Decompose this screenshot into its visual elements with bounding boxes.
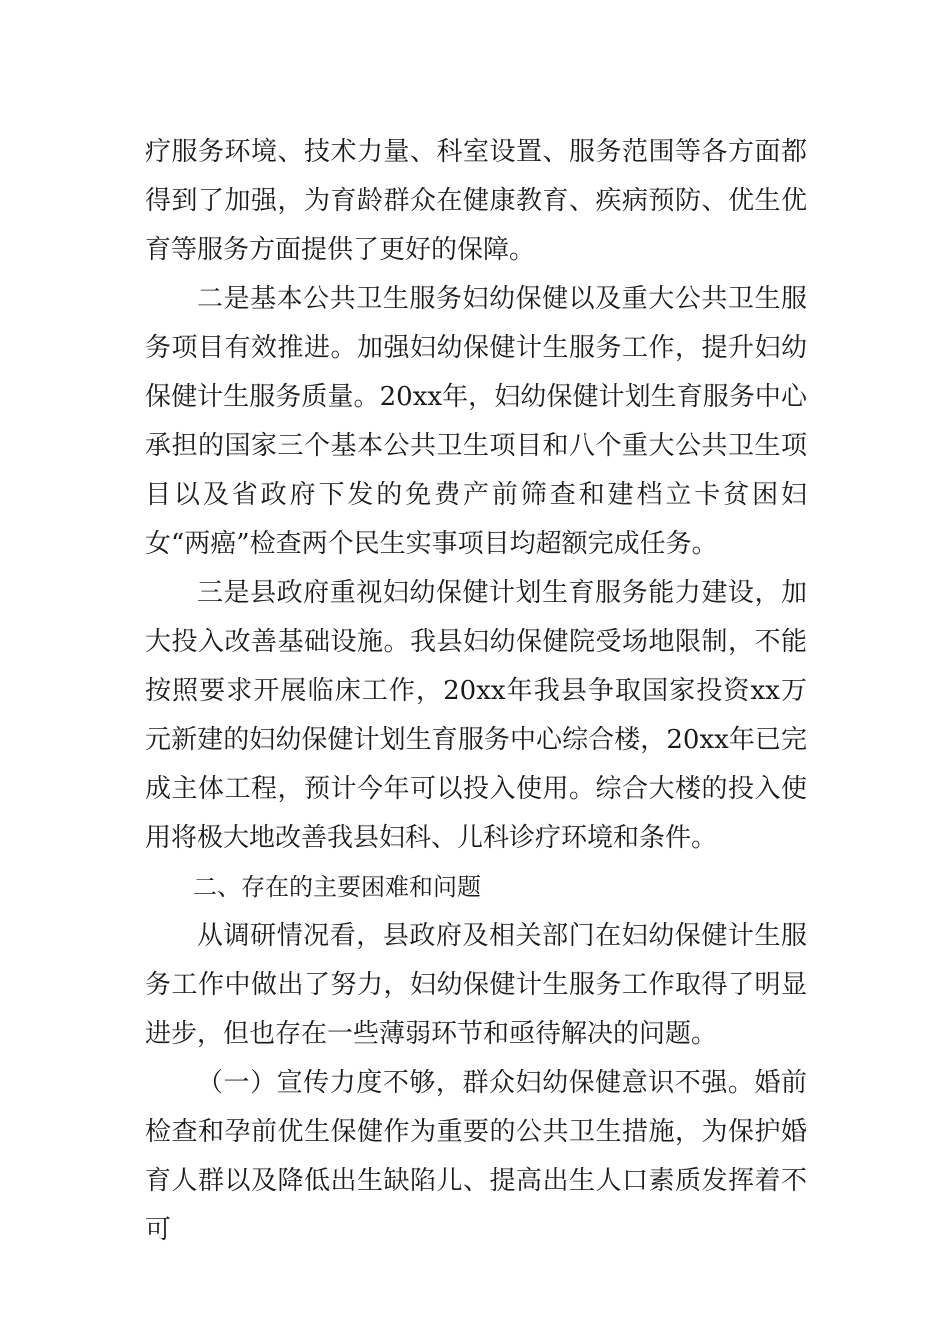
paragraph-capacity-building: 三是县政府重视妇幼保健计划生育服务能力建设，加大投入改善基础设施。我县妇幼保健院受场地限制，不能按照要求开展临床工作，20xx年我县争取国家投资xx万元新建的妇幼保健计划生育服务中心综合楼，20xx年已完成主体工程，预计今年可以投入使用。综合大楼的投入使用将极大地改善我县妇科、儿科诊疗环境和条件。 bbox=[145, 578, 807, 853]
paragraph-survey-findings: 从调研情况看，县政府及相关部门在妇幼保健计生服务工作中做出了努力，妇幼保健计生服务工作取得了明显进步，但也存在一些薄弱环节和亟待解决的问题。 bbox=[145, 921, 807, 1049]
paragraph-public-health-services: 二是基本公共卫生服务妇幼保健以及重大公共卫生服务项目有效推进。加强妇幼保健计生服务工作，提升妇幼保健计生服务质量。20xx年，妇幼保健计划生育服务中心承担的国家三个基本公共卫生项目和八个重大公共卫生项目以及省政府下发的免费产前筛查和建档立卡贫困妇女“两癌”检查两个民生实事项目均超额完成任务。 bbox=[145, 284, 807, 559]
paragraph-publicity-insufficient: （一）宣传力度不够，群众妇幼保健意识不强。婚前检查和孕前优生保健作为重要的公共卫生措施，为保护婚育人群以及降低出生缺陷儿、提高出生人口素质发挥着不可 bbox=[145, 1068, 807, 1245]
document-body bbox=[145, 128, 807, 1255]
section-heading-problems: 二、存在的主要困难和问题 bbox=[193, 873, 481, 901]
paragraph-continuation: 疗服务环境、技术力量、科室设置、服务范围等各方面都得到了加强，为育龄群众在健康教育、疾病预防、优生优育等服务方面提供了更好的保障。 bbox=[145, 137, 807, 265]
